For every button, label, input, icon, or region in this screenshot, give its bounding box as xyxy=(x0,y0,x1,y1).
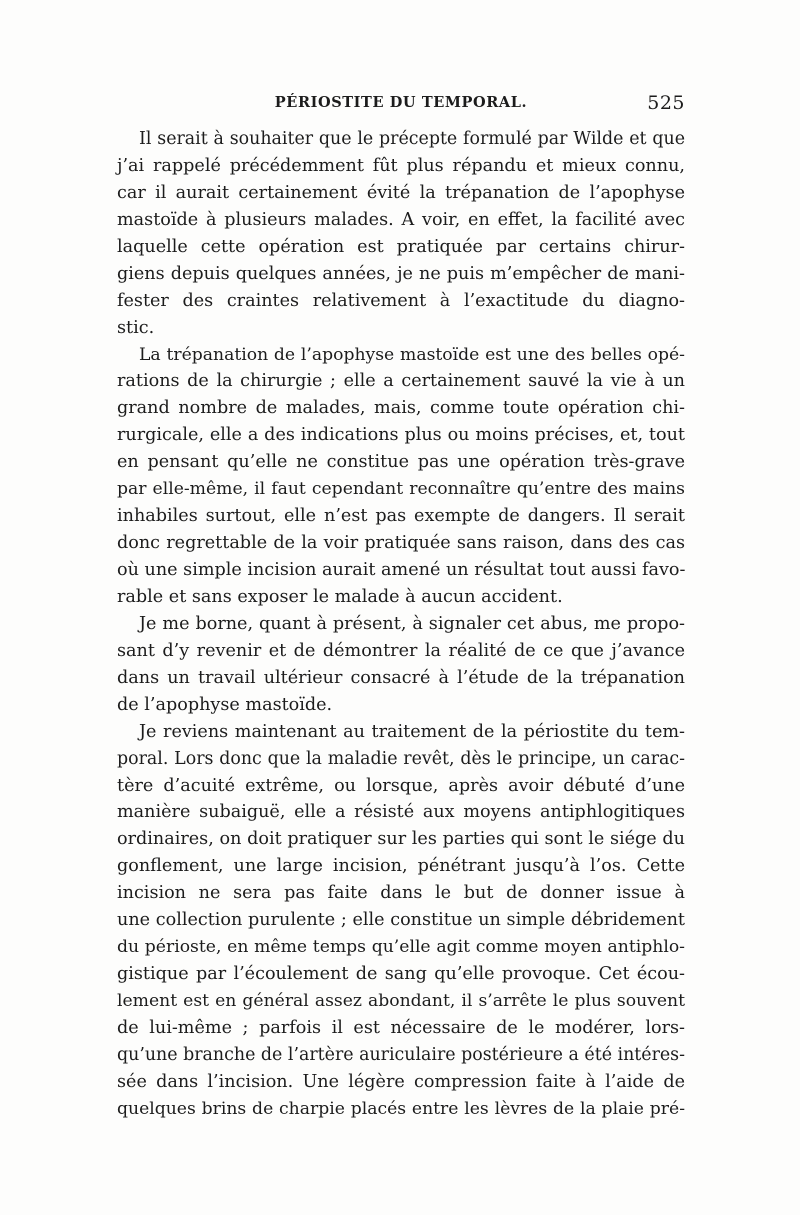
text-line: quelques brins de charpie placés entre les lèvres de la plaie pré- xyxy=(117,1098,685,1119)
text-line: donc regrettable de la voir pratiquée sans raison, dans des cas xyxy=(117,533,685,554)
text-line: par elle-même, il faut cependant reconnaître qu’entre des mains xyxy=(117,479,685,500)
text-line: poral. Lors donc que la maladie revêt, dès le principe, un carac- xyxy=(117,748,685,769)
text-line: inhabiles surtout, elle n’est pas exempte de dangers. Il serait xyxy=(117,506,685,527)
text-line: de lui-même ; parfois il est nécessaire de le modérer, lors- xyxy=(117,1017,685,1038)
text-line: de l’apophyse mastoïde. xyxy=(117,694,333,715)
text-line: laquelle cette opération est pratiquée par certains chirur- xyxy=(117,236,685,257)
running-head xyxy=(117,94,685,122)
text-line: stic. xyxy=(117,317,155,338)
page-number: 525 xyxy=(647,92,685,114)
body-text xyxy=(117,126,685,1123)
text-line: tère d’acuité extrême, ou lorsque, après avoir débuté d’une xyxy=(117,775,685,796)
text-line: rurgicale, elle a des indications plus ou moins précises, et, tout xyxy=(117,425,685,446)
text-line: Il serait à souhaiter que le précepte formulé par Wilde et que xyxy=(139,129,685,149)
running-title: PÉRIOSTITE DU TEMPORAL. xyxy=(274,94,528,111)
text-line: mastoïde à plusieurs malades. A voir, en effet, la facilité avec xyxy=(117,209,685,230)
text-line: gonflement, une large incision, pénétrant jusqu’à l’os. Cette xyxy=(117,856,685,877)
text-line: manière subaiguë, elle a résisté aux moyens antiphlogitiques xyxy=(117,802,685,823)
text-line: La trépanation de l’apophyse mastoïde est une des belles opé- xyxy=(139,344,685,365)
text-line: Je reviens maintenant au traitement de la périostite du tem- xyxy=(139,721,685,742)
text-line: Je me borne, quant à présent, à signaler cet abus, me propo- xyxy=(139,613,685,634)
text-line: où une simple incision aurait amené un résultat tout aussi favo- xyxy=(117,560,686,580)
text-line: rable et sans exposer le malade à aucun accident. xyxy=(117,586,563,607)
text-line: car il aurait certainement évité la trépanation de l’apophyse xyxy=(117,182,685,203)
text-line: ordinaires, on doit pratiquer sur les parties qui sont le siége du xyxy=(117,829,685,850)
text-line: rations de la chirurgie ; elle a certainement sauvé la vie à un xyxy=(117,371,685,392)
text-line: sée dans l’incision. Une légère compression faite à l’aide de xyxy=(117,1071,685,1092)
text-line: du périoste, en même temps qu’elle agit comme moyen antiphlo- xyxy=(117,937,685,958)
text-line: j’ai rappelé précédemment fût plus répandu et mieux connu, xyxy=(117,155,685,176)
text-line: dans un travail ultérieur consacré à l’étude de la trépanation xyxy=(117,667,685,688)
text-line: une collection purulente ; elle constitue un simple débridement xyxy=(117,910,685,931)
text-line: fester des craintes relativement à l’exactitude du diagno- xyxy=(117,290,685,311)
text-line: sant d’y revenir et de démontrer la réalité de ce que j’avance xyxy=(117,640,685,661)
text-line: giens depuis quelques années, je ne puis m’empêcher de mani- xyxy=(117,263,685,284)
text-line: qu’une branche de l’artère auriculaire postérieure a été intéres- xyxy=(117,1044,685,1065)
text-line: incision ne sera pas faite dans le but de donner issue à xyxy=(117,883,685,904)
text-line: lement est en général assez abondant, il s’arrête le plus souvent xyxy=(117,991,685,1011)
text-line: gistique par l’écoulement de sang qu’elle provoque. Cet écou- xyxy=(117,964,685,985)
text-line: grand nombre de malades, mais, comme toute opération chi- xyxy=(117,398,685,419)
text-line: en pensant qu’elle ne constitue pas une opération très-grave xyxy=(117,452,685,473)
